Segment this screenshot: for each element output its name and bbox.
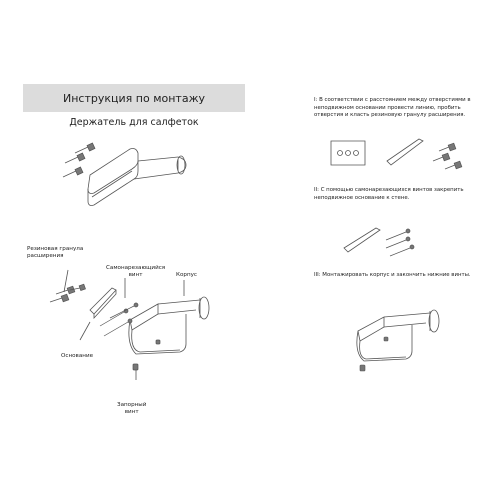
- step-2-illustration: [340, 220, 430, 260]
- step-3-illustration: [350, 305, 470, 375]
- label-self-tapping-screw: Самонарезающийся винт: [106, 265, 166, 278]
- label-body: Корпус: [176, 272, 197, 278]
- page-subtitle: Держатель для салфеток: [69, 117, 199, 128]
- label-base: Основание: [61, 353, 94, 359]
- step-1-text: I: В соответствии с расстоянием между отверстиями в неподвижном основании провести линию, пробить отверстия и класть резиновую гранулу расширения.: [314, 97, 471, 118]
- step-2-text: II: С помощью самонарезающихся винтов закрепить неподвижное основание к стене.: [314, 187, 464, 201]
- page-title: [23, 84, 245, 112]
- label-set-screw: Запорный винт: [117, 402, 147, 415]
- step-1-illustration: [325, 135, 475, 185]
- assembled-holder-illustration: [60, 135, 200, 225]
- page-title-text: Инструкция по монтажу: [63, 91, 205, 105]
- step-3-text: III: Монтажировать корпус и закончить нижние винты.: [314, 272, 471, 278]
- exploded-view-illustration: [40, 270, 250, 390]
- label-rubber-granule: Резиновая гранула расширения: [27, 246, 84, 259]
